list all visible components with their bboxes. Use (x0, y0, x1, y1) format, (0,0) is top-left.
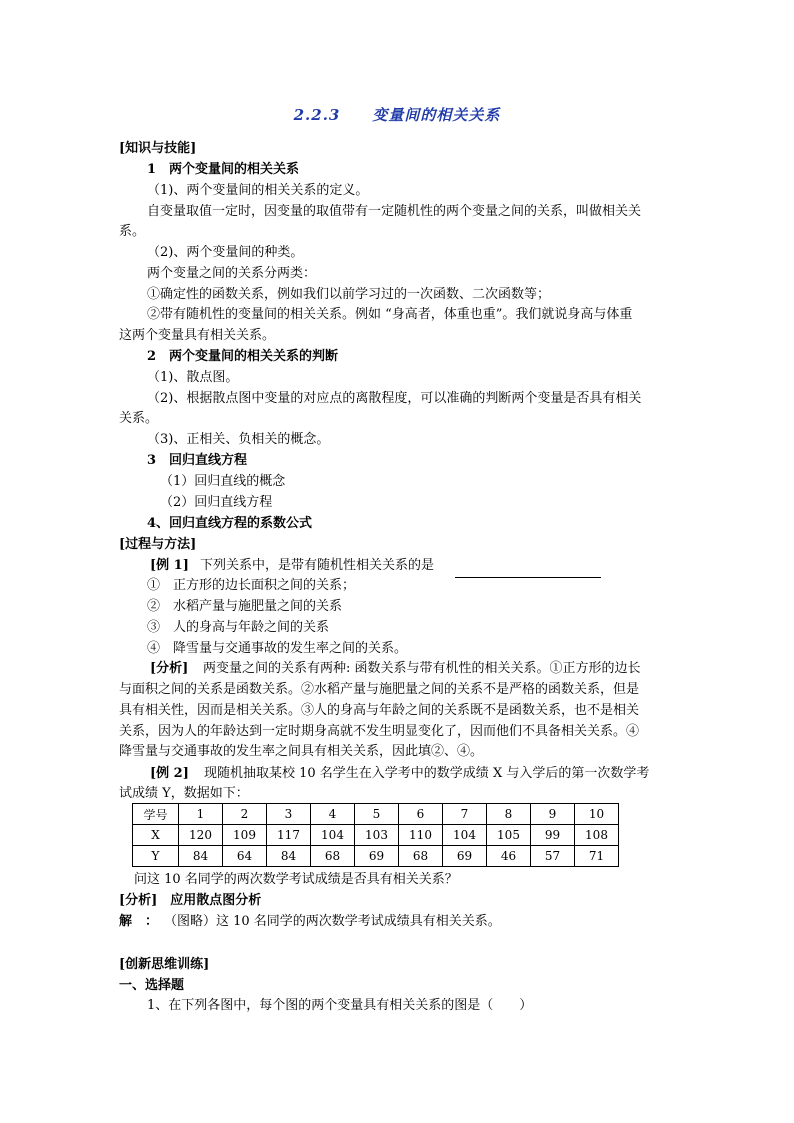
table-cell: 46 (487, 846, 531, 867)
paragraph: （2)、根据散点图中变量的对应点的离散程度，可以准确的判断两个变量是否具有相关 (147, 391, 642, 406)
table-row (133, 804, 619, 825)
paragraph: 这两个变量具有相关关系。 (119, 328, 276, 343)
table-cell: 6 (399, 804, 443, 825)
table-cell: 105 (487, 825, 531, 846)
paragraph: （3)、正相关、负相关的概念。 (147, 432, 330, 447)
example-2-question: 问这 10 名同学的两次数学考试成绩是否具有相关关系？ (134, 872, 458, 887)
table-cell: 108 (575, 825, 619, 846)
solution-label: 解 ： (119, 914, 159, 929)
option-2: ② 水稻产量与施肥量之间的关系 (147, 599, 343, 614)
paragraph: ②带有随机性的变量间的相关关系。例如 “身高者，体重也重”。我们就说身高与体重 (147, 307, 633, 322)
section-innovation: [创新思维训练] (119, 957, 210, 972)
question-1: 1、在下列各图中，每个图的两个变量具有相关关系的图是（ ） (147, 998, 533, 1013)
paragraph: （1)、散点图。 (147, 370, 239, 385)
table-cell: 7 (443, 804, 487, 825)
heading-2: 2 两个变量间的相关关系的判断 (147, 349, 339, 364)
table-cell: 71 (575, 846, 619, 867)
analysis-label: [分析] (150, 661, 189, 676)
option-3: ③ 人的身高与年龄之间的关系 (147, 620, 330, 635)
table-cell: 68 (399, 846, 443, 867)
example-2-text: 试成绩 Y，数据如下： (119, 786, 249, 801)
paragraph: （2)、两个变量间的种类。 (147, 245, 304, 260)
table-cell: 3 (267, 804, 311, 825)
paragraph: （1)、两个变量间的相关关系的定义。 (147, 183, 369, 198)
table-cell: 学号 (133, 804, 179, 825)
heading-1: 1 两个变量间的相关关系 (147, 162, 300, 177)
table-cell: 57 (531, 846, 575, 867)
analysis-text: 降雪量与交通事故的发生率之间具有相关关系，因此填②、④。 (119, 744, 484, 759)
answer-blank[interactable] (455, 576, 601, 578)
table-cell: 1 (179, 804, 223, 825)
table-cell: 84 (267, 846, 311, 867)
table-cell: 64 (223, 846, 267, 867)
table-row (133, 846, 619, 867)
example-2-text: 现随机抽取某校 10 名学生在入学考中的数学成绩 X 与入学后的第一次数学考 (204, 766, 650, 781)
table-cell: 84 (179, 846, 223, 867)
section-knowledge: [知识与技能] (119, 141, 197, 156)
analysis-text: 关系，因为人的年龄达到一定时期身高就不发生明显变化了，因而他们不具备相关关系。④ (119, 724, 640, 739)
paragraph: 关系。 (119, 411, 159, 426)
paragraph: （1）回归直线的概念 (160, 474, 286, 489)
table-cell: 104 (443, 825, 487, 846)
paragraph: ①确定性的函数关系，例如我们以前学习过的一次函数、二次函数等； (147, 287, 551, 302)
analysis-text: 具有相关性，因而是相关关系。③人的身高与年龄之间的关系既不是函数关系，也不是相关 (119, 703, 640, 718)
paragraph: 两个变量之间的关系分两类： (147, 266, 317, 281)
table-cell: 8 (487, 804, 531, 825)
page-title: 2.2.3 变量间的相关关系 (293, 106, 501, 124)
heading-3: 3 回归直线方程 (147, 453, 248, 468)
table-cell: 120 (179, 825, 223, 846)
part-heading: 一、选择题 (119, 978, 185, 993)
table-cell: 99 (531, 825, 575, 846)
table-row (133, 825, 619, 846)
heading-4: 4、回归直线方程的系数公式 (147, 516, 313, 531)
table-cell: 68 (311, 846, 355, 867)
section-process: [过程与方法] (119, 537, 197, 552)
table-cell: 5 (355, 804, 399, 825)
table-cell: 9 (531, 804, 575, 825)
table-cell: 109 (223, 825, 267, 846)
table-cell: 104 (311, 825, 355, 846)
example-1-label: [例 1] (150, 558, 189, 573)
analysis-text: 与面积之间的关系是函数关系。②水稻产量与施肥量之间的关系不是严格的函数关系，但是 (119, 682, 640, 697)
table-cell: 4 (311, 804, 355, 825)
option-1: ① 正方形的边长面积之间的关系； (147, 578, 356, 593)
option-4: ④ 降雪量与交通事故的发生率之间的关系。 (147, 641, 408, 656)
score-table (132, 803, 619, 867)
example-2-label: [例 2] (150, 766, 189, 781)
example-2-analysis: [分析] 应用散点图分析 (119, 893, 262, 908)
table-cell: 69 (355, 846, 399, 867)
example-1-question: 下列关系中，是带有随机性相关关系的是 (200, 558, 435, 573)
table-cell: X (133, 825, 179, 846)
paragraph: （2）回归直线方程 (160, 495, 273, 510)
solution-text: （图略）这 10 名同学的两次数学考试成绩具有相关关系。 (164, 914, 501, 929)
table-cell: 117 (267, 825, 311, 846)
analysis-text: 两变量之间的关系有两种: 函数关系与带有机性的相关关系。①正方形的边长 (203, 661, 641, 676)
table-cell: 10 (575, 804, 619, 825)
paragraph: 系。 (119, 224, 146, 239)
paragraph: 自变量取值一定时，因变量的取值带有一定随机性的两个变量之间的关系，叫做相关关 (147, 204, 642, 219)
table-cell: 110 (399, 825, 443, 846)
table-cell: Y (133, 846, 179, 867)
table-cell: 103 (355, 825, 399, 846)
table-cell: 69 (443, 846, 487, 867)
table-cell: 2 (223, 804, 267, 825)
